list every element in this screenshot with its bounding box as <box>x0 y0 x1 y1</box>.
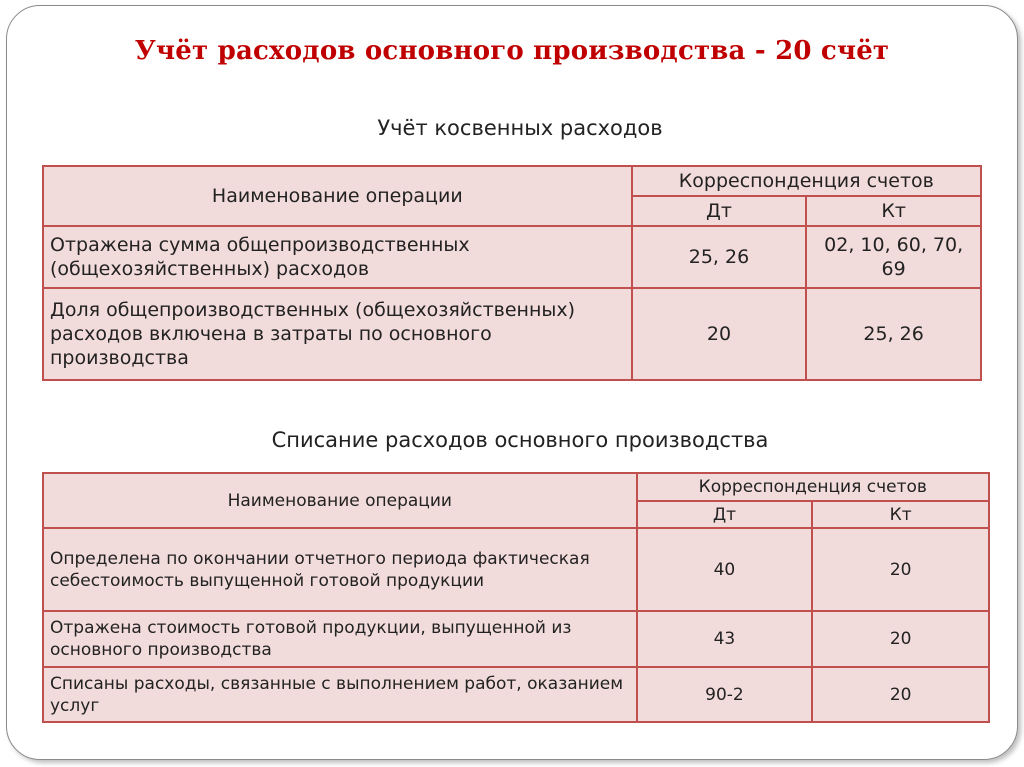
debit-cell: 43 <box>637 611 813 667</box>
credit-cell: 20 <box>812 528 989 611</box>
credit-cell: 02, 10, 60, 70, 69 <box>806 226 981 288</box>
page-title: Учёт расходов основного производства - 20 счёт <box>134 36 890 66</box>
operation-cell: Доля общепроизводственных (общехозяйственных) расходов включена в затраты по основного производства <box>43 288 632 380</box>
operation-cell: Отражена сумма общепроизводственных (общехозяйственных) расходов <box>43 226 632 288</box>
debit-cell: 20 <box>632 288 807 380</box>
table-row <box>43 528 989 611</box>
operation-cell: Отражена стоимость готовой продукции, выпущенной из основного производства <box>43 611 637 667</box>
table-header-row <box>43 473 989 501</box>
column-header-debit: Дт <box>632 196 807 226</box>
debit-cell: 25, 26 <box>632 226 807 288</box>
column-header-credit: Кт <box>812 501 989 528</box>
indirect-costs-table <box>42 165 982 381</box>
column-header-operation: Наименование операции <box>43 166 632 226</box>
column-header-credit: Кт <box>806 196 981 226</box>
credit-cell: 20 <box>812 611 989 667</box>
debit-cell: 90-2 <box>637 667 813 722</box>
operation-cell: Списаны расходы, связанные с выполнением работ, оказанием услуг <box>43 667 637 722</box>
column-header-operation: Наименование операции <box>43 473 637 528</box>
table-header-row <box>43 166 981 196</box>
debit-cell: 40 <box>637 528 813 611</box>
section-heading-write-off: Списание расходов основного производства <box>271 428 769 452</box>
table-row <box>43 611 989 667</box>
column-header-correspondence: Корреспонденция счетов <box>632 166 981 196</box>
section-heading-indirect-costs: Учёт косвенных расходов <box>377 116 663 140</box>
table-row <box>43 288 981 380</box>
credit-cell: 20 <box>812 667 989 722</box>
credit-cell: 25, 26 <box>806 288 981 380</box>
table-row <box>43 667 989 722</box>
column-header-debit: Дт <box>637 501 813 528</box>
operation-cell: Определена по окончании отчетного периода фактическая себестоимость выпущенной готовой продукции <box>43 528 637 611</box>
table-row <box>43 226 981 288</box>
column-header-correspondence: Корреспонденция счетов <box>637 473 989 501</box>
write-off-table <box>42 472 990 723</box>
